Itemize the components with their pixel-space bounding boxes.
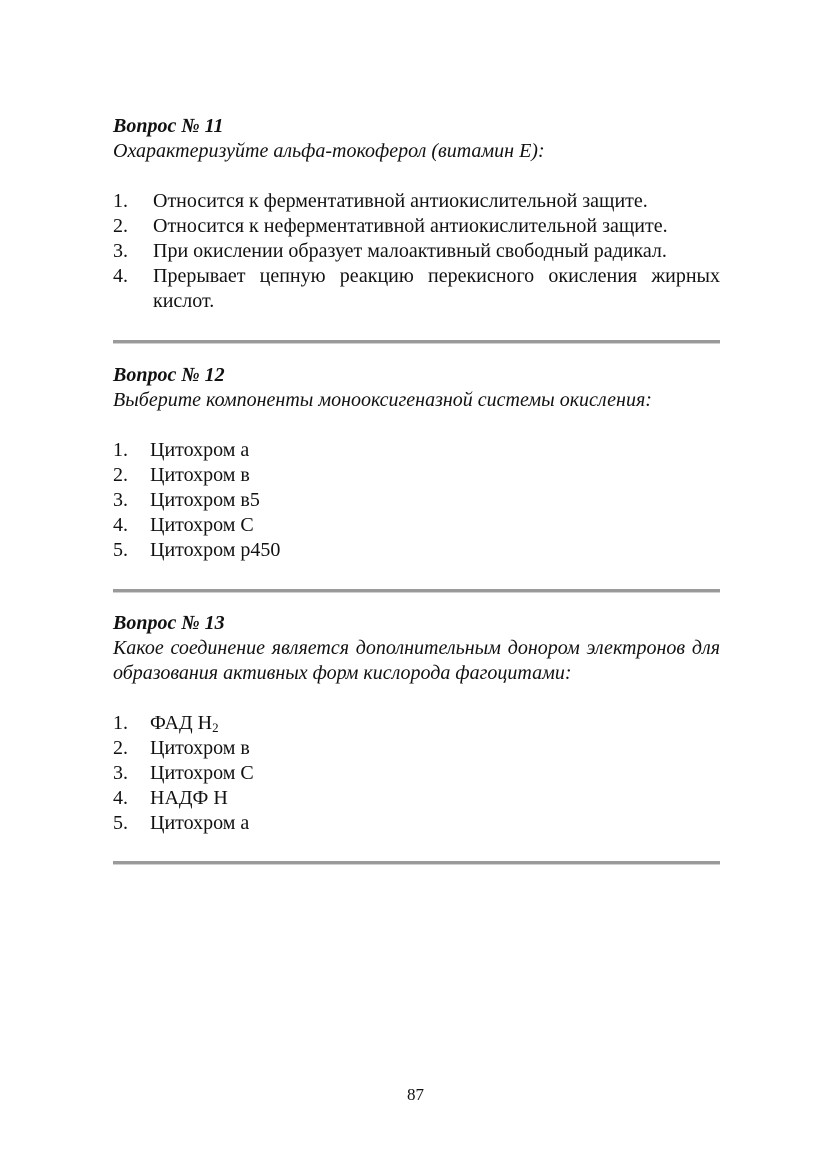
answer-item	[113, 214, 720, 239]
section-divider	[113, 861, 720, 865]
answer-item	[113, 538, 720, 563]
answer-text: Цитохром а	[150, 439, 250, 461]
answer-text: Цитохром в5	[150, 489, 260, 511]
section-divider	[113, 589, 720, 593]
answer-number: 3.	[113, 240, 128, 262]
answer-list	[113, 189, 720, 314]
answer-item	[113, 239, 720, 264]
answer-text-with-subscript	[150, 711, 720, 736]
question-prompt: Охарактеризуйте альфа-токоферол (витамин Е):	[113, 140, 545, 162]
answer-text: Цитохром в	[150, 737, 250, 759]
answer-text: Прерывает цепную реакцию перекисного окисления жирных кислот.	[153, 265, 720, 312]
question-12	[113, 363, 720, 563]
answer-text: Цитохром а	[150, 812, 250, 834]
answer-text: Цитохром С	[150, 762, 254, 784]
answer-item	[113, 761, 720, 786]
answer-item	[113, 488, 720, 513]
answer-number: 5.	[113, 539, 128, 561]
answer-number: 1.	[113, 190, 128, 212]
answer-item	[113, 811, 720, 836]
answer-number: 2.	[113, 737, 128, 759]
answer-list	[113, 438, 720, 563]
answer-text: Относится к неферментативной антиокислительной защите.	[153, 215, 668, 237]
answer-number: 3.	[113, 489, 128, 511]
page-number: 87	[407, 1085, 424, 1104]
section-divider	[113, 340, 720, 344]
answer-number: 1.	[113, 439, 128, 461]
question-title: Вопрос № 13	[113, 612, 225, 634]
question-prompt: Выберите компоненты монооксигеназной системы окисления:	[113, 389, 652, 411]
question-11	[113, 114, 720, 314]
answer-text: Цитохром С	[150, 514, 254, 536]
answer-text: Относится к ферментативной антиокислительной защите.	[153, 190, 648, 212]
answer-number: 1.	[113, 712, 128, 734]
answer-number: 4.	[113, 787, 128, 809]
question-title: Вопрос № 11	[113, 115, 224, 137]
answer-text: При окислении образует малоактивный свободный радикал.	[153, 240, 667, 262]
answer-number: 2.	[113, 215, 128, 237]
answer-number: 2.	[113, 464, 128, 486]
question-13	[113, 611, 720, 836]
answer-text: Цитохром в	[150, 464, 250, 486]
answer-item	[113, 463, 720, 488]
answer-item	[113, 736, 720, 761]
answer-item	[113, 513, 720, 538]
answer-item	[113, 711, 720, 736]
answer-number: 4.	[113, 265, 128, 287]
answer-item	[113, 438, 720, 463]
answer-number: 3.	[113, 762, 128, 784]
answer-number: 4.	[113, 514, 128, 536]
answer-subscript: 2	[212, 720, 219, 735]
answer-number: 5.	[113, 812, 128, 834]
answer-item	[113, 189, 720, 214]
answer-text: НАДФ Н	[150, 787, 228, 809]
answer-list	[113, 711, 720, 836]
question-prompt: Какое соединение является дополнительным донором электронов для образования активных форм кислорода фагоцитами:	[113, 637, 720, 684]
answer-item	[113, 786, 720, 811]
question-title: Вопрос № 12	[113, 364, 225, 386]
answer-item	[113, 264, 720, 314]
answer-text: Цитохром р450	[150, 539, 281, 561]
answer-text: ФАД Н	[150, 712, 213, 734]
